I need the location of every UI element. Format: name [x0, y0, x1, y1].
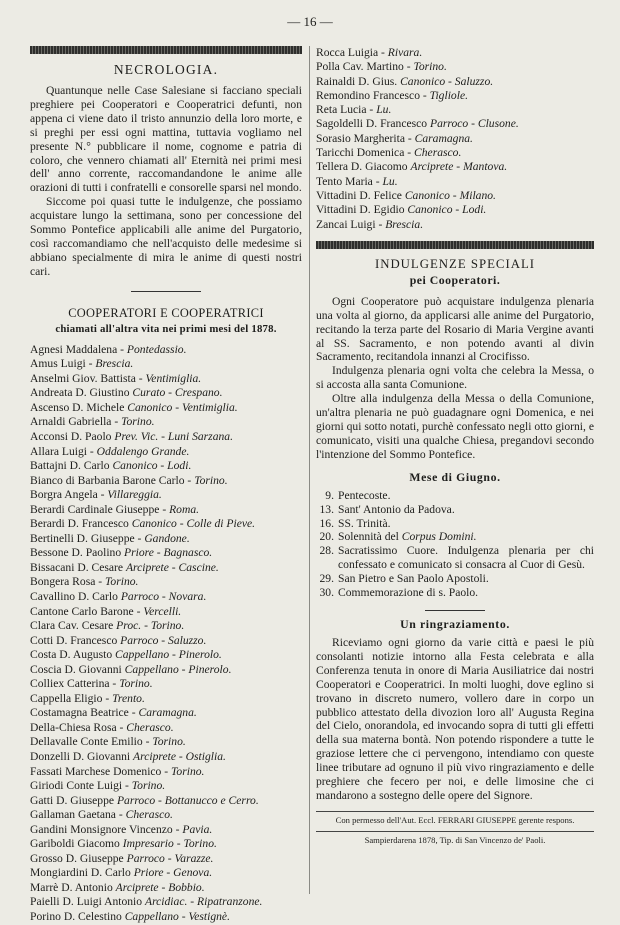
deceased-entry [316, 146, 594, 160]
deceased-entry [30, 779, 302, 794]
deceased-title-place: Torino. [121, 415, 155, 429]
indulgenze-paragraph-3: Oltre alla indulgenza della Messa o della Comunione, un'altra plenaria ne può guadagnare ogni Domenica, e nei giorni qui sotto notati, purchè confessato negli otto giorni, e comunicato, visiti una qualche Chiesa, pregandovi secondo l'intenzione del Sommo Pontefice. [316, 392, 594, 461]
deceased-entry [30, 532, 302, 547]
deceased-title-place: Brescia. [385, 217, 424, 231]
deceased-title-place: Gandone. [144, 531, 190, 545]
calendar-item [316, 530, 594, 544]
deceased-title-place: Torino. [413, 60, 447, 74]
deceased-entry [316, 132, 594, 146]
section-band [316, 241, 594, 249]
deceased-title-place: Torino. [105, 575, 139, 589]
deceased-name: Polla Cav. Martino - [316, 60, 414, 74]
deceased-entry [316, 60, 594, 74]
calendar-day: 29. [319, 572, 334, 586]
deceased-name: Costamagna Beatrice - [30, 706, 139, 720]
deceased-name: Borgra Angela - [30, 488, 108, 502]
deceased-title-place: Lu. [376, 103, 392, 117]
deceased-name: Tento Maria - [316, 174, 383, 188]
calendar-feast: Sant' Antonio da Padova. [338, 502, 455, 516]
deceased-title-place: Canonico - Colle di Pieve. [131, 517, 256, 531]
deceased-title-place: Prev. Vic. - Luni Sarzana. [114, 429, 233, 443]
deceased-name: Tellera D. Giacomo [316, 160, 411, 174]
deceased-name: Anselmi Giov. Battista - [30, 371, 146, 385]
deceased-name: Berardi D. Francesco [30, 517, 132, 531]
deceased-list-right [316, 46, 594, 232]
deceased-title-place: Parroco - Saluzzo. [120, 633, 207, 647]
calendar-feast: Commemorazione di s. Paolo. [338, 586, 479, 600]
deceased-title-place: Priore - Bagnasco. [124, 546, 213, 560]
deceased-title-place: Arciprete - Cascine. [125, 560, 219, 574]
calendar-feast: San Pietro e San Paolo Apostoli. [338, 572, 489, 586]
deceased-name: Rainaldi D. Gius. [316, 74, 401, 88]
right-column [316, 46, 594, 845]
deceased-entry [316, 103, 594, 117]
calendar-item [316, 517, 594, 531]
deceased-title-place: Impresario - Torino. [122, 837, 217, 851]
deceased-title-place: Parroco - Novara. [120, 589, 207, 603]
deceased-entry [30, 445, 302, 460]
deceased-name: Sorasio Margherita - [316, 131, 415, 145]
deceased-name: Ascenso D. Michele [30, 400, 128, 414]
deceased-entry [316, 160, 594, 174]
calendar-feast [338, 530, 594, 544]
deceased-entry [30, 735, 302, 750]
deceased-name: Bissacani D. Cesare [30, 560, 126, 574]
calendar-item [316, 489, 594, 503]
deceased-list-left [30, 343, 302, 925]
deceased-title-place: Parroco - Varazze. [126, 851, 214, 865]
calendar-item [316, 572, 594, 586]
deceased-name: Vittadini D. Felice [316, 188, 405, 202]
deceased-entry [30, 706, 302, 721]
indulgenze-subtitle: pei Cooperatori. [409, 272, 501, 287]
deceased-title-place: Caramagna. [138, 706, 197, 720]
deceased-title-place: Canonico - Saluzzo. [400, 74, 494, 88]
deceased-title-place: Parroco - Clusone. [429, 117, 519, 131]
deceased-name: Amus Luigi - [30, 357, 96, 371]
deceased-name: Giriodi Conte Luigi - [30, 779, 132, 793]
deceased-entry [30, 750, 302, 765]
deceased-title-place: Canonico - Lodi. [407, 203, 487, 217]
deceased-name: Cavallino D. Carlo [30, 589, 121, 603]
deceased-entry [30, 634, 302, 649]
deceased-name: Remondino Francesco - [316, 88, 430, 102]
deceased-name: Mongiardini D. Carlo [30, 866, 134, 880]
deceased-name: Taricchi Domenica - [316, 146, 415, 160]
deceased-entry [30, 474, 302, 489]
deceased-title-place: Villareggia. [107, 488, 162, 502]
deceased-name: Marrè D. Antonio [30, 880, 116, 894]
deceased-name: Della-Chiesa Rosa - [30, 720, 127, 734]
deceased-title-place: Parroco - Bottanucco e Cerro. [116, 793, 259, 807]
calendar-feast-text: Solennità del [338, 530, 402, 544]
deceased-entry [30, 663, 302, 678]
deceased-entry [30, 430, 302, 445]
deceased-entry [30, 386, 302, 401]
deceased-entry [30, 343, 302, 358]
deceased-title-place: Torino. [152, 735, 186, 749]
deceased-title-place: Vercelli. [143, 604, 182, 618]
deceased-entry [30, 765, 302, 780]
deceased-entry [30, 561, 302, 576]
calendar-day: 13. [319, 502, 334, 516]
deceased-name: Zancai Luigi - [316, 217, 386, 231]
deceased-title-place: Canonico - Lodi. [112, 459, 192, 473]
deceased-name: Berardi Cardinale Giuseppe - [30, 502, 170, 516]
deceased-entry [30, 401, 302, 416]
section-divider [131, 291, 201, 292]
deceased-entry [316, 189, 594, 203]
deceased-title-place: Oddalengo Grande. [96, 444, 190, 458]
deceased-entry [30, 415, 302, 430]
deceased-title-place: Arcidiac. - Ripatranzone. [144, 895, 263, 909]
deceased-entry [316, 203, 594, 217]
footer-rule [316, 831, 594, 832]
deceased-entry [30, 808, 302, 823]
deceased-name: Costa D. Augusto [30, 648, 116, 662]
deceased-title-place: Cappellano - Pinerolo. [124, 662, 232, 676]
deceased-name: Dellavalle Conte Emilio - [30, 735, 153, 749]
calendar-item [316, 544, 594, 572]
deceased-entry [30, 837, 302, 852]
deceased-name: Gatti D. Giuseppe [30, 793, 117, 807]
deceased-entry [30, 357, 302, 372]
deceased-name: Paielli D. Luigi Antonio [30, 895, 145, 909]
deceased-entry [316, 46, 594, 60]
footer-printer: Sampierdarena 1878, Tip. di San Vincenzo de' Paoli. [364, 834, 546, 845]
deceased-title-place: Torino. [131, 779, 166, 793]
deceased-title-place: Torino. [194, 473, 228, 487]
deceased-name: Clara Cav. Cesare [30, 619, 117, 633]
deceased-title-place: Priore - Genova. [133, 866, 213, 880]
deceased-entry [316, 117, 594, 131]
deceased-name: Rocca Luigia - [316, 46, 388, 59]
necrologia-paragraph-2: Siccome poi quasi tutte le indulgenze, che possiamo acquistare lungo la settimana, sono per concessione del Sommo Pontefice applicabili alle anime del Purgatorio, così raccomandiamo che nell'acquisto delle medesime si abbiano specialmente di mira le anime di questi nostri cari. [30, 195, 302, 278]
deceased-entry [30, 823, 302, 838]
deceased-entry [30, 852, 302, 867]
deceased-title-place: Arciprete - Bobbio. [115, 880, 205, 894]
deceased-title-place: Cherasco. [414, 146, 462, 160]
deceased-name: Battajni D. Carlo [30, 459, 113, 473]
deceased-name: Cotti D. Francesco [30, 633, 121, 647]
calendar-feast: SS. Trinità. [338, 516, 391, 530]
necrologia-title: NECROLOGIA. [113, 62, 219, 77]
section-band [30, 46, 302, 54]
june-calendar [316, 489, 594, 600]
deceased-name: Grosso D. Giuseppe [30, 851, 127, 865]
deceased-title-place: Roma. [169, 502, 200, 516]
deceased-entry [30, 895, 302, 910]
footer-permission: Con permesso dell'Aut. Eccl. FERRARI GIUSEPPE gerente respons. [335, 814, 575, 825]
deceased-name: Agnesi Maddalena - [30, 342, 127, 356]
deceased-entry [30, 372, 302, 387]
deceased-name: Coscia D. Giovanni [30, 662, 125, 676]
deceased-title-place: Trento. [112, 691, 145, 705]
deceased-entry [30, 692, 302, 707]
deceased-title-place: Caramagna. [414, 131, 473, 145]
calendar-day: 9. [325, 488, 334, 502]
deceased-entry [30, 517, 302, 532]
indulgenze-title: INDULGENZE SPECIALI [374, 256, 536, 271]
deceased-entry [30, 546, 302, 561]
deceased-entry [30, 459, 302, 474]
deceased-entry [316, 218, 594, 232]
deceased-entry [316, 89, 594, 103]
deceased-entry [30, 648, 302, 663]
deceased-name: Colliex Catterina - [30, 677, 120, 691]
cooperatori-subtitle: chiamati all'altra vita nei primi mesi del 1878. [55, 322, 277, 335]
deceased-entry [30, 677, 302, 692]
deceased-entry [30, 575, 302, 590]
deceased-entry [30, 590, 302, 605]
page-number: — 16 — [287, 14, 333, 29]
deceased-title-place: Cherasco. [125, 808, 173, 822]
deceased-name: Reta Lucia - [316, 103, 377, 117]
section-divider [425, 610, 485, 611]
deceased-name: Bertinelli D. Giuseppe - [30, 531, 145, 545]
deceased-title-place: Lu. [382, 174, 398, 188]
deceased-entry [316, 175, 594, 189]
deceased-entry [30, 488, 302, 503]
deceased-entry [30, 794, 302, 809]
deceased-name: Acconsi D. Paolo [30, 429, 115, 443]
deceased-entry [30, 721, 302, 736]
ringraziamento-paragraph: Riceviamo ogni giorno da varie città e paesi le più consolanti notizie intorno alla Festa celebrata e alla Conferenza tenuta in onore di Maria Ausiliatrice dai nostri Cooperatori e Cooperatrici. In molti luoghi, dove eglino si trovano in discreto numero, vollero dare in corpo un pubblico attestato della divozion loro all' Augusta Regina del Cielo, onorandola, ed invocando sopra di tutti gli effetti della sua materna bontà. Non potendo rispondere a tutte le graziose lettere che ci pervengono, intendiamo con queste linee tributare ad ognuno il più vivo ringraziamento e delle preghiere che fecero per noi, e delle limosine che ci mandarono a sostegno delle opere del Signore. [316, 635, 594, 802]
deceased-entry [30, 503, 302, 518]
calendar-feast: Pentecoste. [338, 488, 391, 502]
column-divider [309, 46, 310, 894]
deceased-title-place: Canonico - Ventimiglia. [127, 400, 238, 414]
deceased-name: Cappella Eligio - [30, 691, 113, 705]
deceased-title-place: Pontedassio. [126, 342, 187, 356]
deceased-name: Bessone D. Paolino [30, 546, 125, 560]
deceased-title-place: Curato - Crespano. [132, 386, 223, 400]
deceased-entry [30, 866, 302, 881]
deceased-name: Cantone Carlo Barone - [30, 604, 144, 618]
footer-rule [316, 811, 594, 812]
deceased-name: Porino D. Celestino [30, 910, 125, 924]
deceased-title-place: Torino. [119, 677, 153, 691]
calendar-item [316, 503, 594, 517]
deceased-name: Gandini Monsignore Vincenzo - [30, 822, 183, 836]
deceased-title-place: Cherasco. [126, 720, 174, 734]
deceased-name: Bongera Rosa - [30, 575, 106, 589]
deceased-entry [30, 881, 302, 896]
calendar-day: 20. [319, 530, 334, 544]
ringraziamento-title: Un ringraziamento. [400, 616, 510, 631]
deceased-name: Donzelli D. Giovanni [30, 750, 134, 763]
deceased-title-place: Ventimiglia. [145, 371, 202, 385]
indulgenze-paragraph-2: Indulgenza plenaria ogni volta che celebra la Messa, o si accosta alla santa Comunione. [316, 364, 594, 392]
deceased-title-place: Pavia. [182, 822, 213, 836]
deceased-name: Allara Luigi - [30, 444, 97, 458]
deceased-entry [316, 75, 594, 89]
deceased-name: Fassati Marchese Domenico - [30, 764, 172, 778]
calendar-day: 28. [319, 544, 334, 558]
deceased-title-place: Rivara. [387, 46, 423, 59]
calendar-day: 30. [319, 586, 334, 600]
deceased-name: Gariboldi Giacomo [30, 837, 123, 851]
deceased-entry [30, 619, 302, 634]
deceased-title-place: Tigliole. [429, 88, 468, 102]
deceased-name: Arnaldi Gabriella - [30, 415, 122, 429]
calendar-item [316, 586, 594, 600]
calendar-feast-emphasis: Corpus Domini. [401, 530, 477, 544]
deceased-entry [30, 910, 302, 925]
deceased-name: Andreata D. Giustino [30, 386, 133, 400]
left-column [30, 46, 302, 925]
deceased-name: Gallaman Gaetana - [30, 808, 126, 822]
deceased-title-place: Proc. - Torino. [116, 619, 185, 633]
deceased-name: Sagoldelli D. Francesco [316, 117, 430, 131]
calendar-day: 16. [319, 516, 334, 530]
deceased-entry [30, 605, 302, 620]
deceased-title-place: Brescia. [95, 357, 134, 371]
necrologia-paragraph-1: Quantunque nelle Case Salesiane si facciano speciali preghiere pei Cooperatori e Cooperatrici defunti, non appena ci viene dato il tristo annunzio della loro morte, e si preghi per essi ogni mattina, tuttavia vogliamo nel presente N.° pubblicare il nome, cognome e patria di coloro, che vennero chiamati all' Eternità nei primi mesi dell' anno corrente, raccomandandone le anime alle orazioni di tutti i confratelli e consorelle sparsi nel mondo. [30, 84, 302, 195]
calendar-feast: Sacratissimo Cuore. Indulgenza plenaria per chi confessato e comunicato si consacra al Cuor di Gesù. [338, 544, 594, 572]
deceased-title-place: Torino. [171, 764, 205, 778]
giugno-title: Mese di Giugno. [409, 469, 501, 484]
deceased-title-place: Canonico - Milano. [404, 188, 496, 202]
cooperatori-title: COOPERATORI E COOPERATRICI [68, 305, 264, 320]
deceased-title-place: Arciprete - Mantova. [410, 160, 508, 174]
indulgenze-paragraph-1: Ogni Cooperatore può acquistare indulgenza plenaria una volta al giorno, da applicarsi alle anime del Purgatorio, recitando la terza parte del Rosario di Maria Vergine avanti al SS. Sacramento, e non potendo avanti al divin Sacramento, recitandola innanzi al Crocifisso. [316, 294, 594, 364]
deceased-name: Vittadini D. Egidio [316, 203, 408, 217]
deceased-name: Bianco di Barbania Barone Carlo - [30, 473, 195, 487]
deceased-title-place: Cappellano - Vestignè. [124, 910, 230, 924]
deceased-title-place: Arciprete - Ostiglia. [133, 750, 226, 763]
deceased-title-place: Cappellano - Pinerolo. [115, 648, 222, 662]
